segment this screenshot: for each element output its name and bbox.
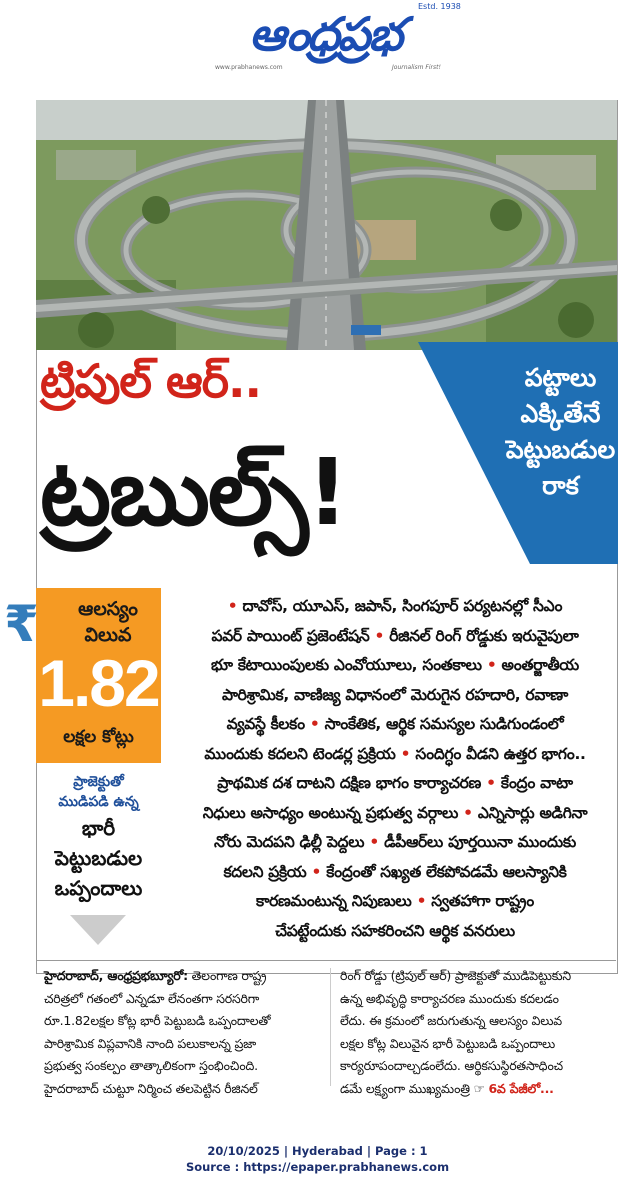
- column-divider: [330, 968, 331, 1086]
- page-footer: [0, 1143, 635, 1175]
- bullet-line: పవర్ పాయింట్ ప్రజెంటేషన్ • రీజినల్ రింగ్ రోడ్డుకు ఇరువైపులా: [211, 626, 579, 645]
- body-line: లేదు. ఈ క్రమంలో జరుగుతున్న ఆలస్యం విలువ: [340, 1013, 562, 1028]
- bullet-line: వ్యవస్థే కీలకం • సాంకేతిక, ఆర్థిక సమస్యల సుడిగుండంలో: [226, 715, 564, 733]
- side-subhead-line: ప్రాజెక్టుతో: [73, 774, 124, 790]
- bullet-line: కారణమంటున్న నిపుణులు • స్వతహాగా రాష్ట్రం: [256, 892, 534, 910]
- footer-source[interactable]: Source : https://epaper.prabhanews.com: [185, 1160, 450, 1174]
- side-banner-line: రాక: [542, 471, 579, 500]
- body-line: రింగ్ రోడ్డు (ట్రిపుల్ ఆర్) ప్రాజెక్టుతో ముడిపెట్టుకుని: [340, 968, 571, 983]
- side-banner-line: ఎక్కితేనే: [520, 399, 601, 428]
- stat-value: 1.82: [38, 646, 159, 720]
- bullet-dot-icon: •: [416, 892, 432, 910]
- body-column-left: [44, 965, 319, 1100]
- body-line: లక్షల కోట్ల విలువైన భారీ పెట్టుబడి ఒప్పందాలు: [340, 1035, 556, 1051]
- rupee-icon: ₹: [4, 595, 39, 653]
- side-subhead-line: ఒప్పందాలు: [54, 876, 143, 900]
- bullet-dot-icon: •: [369, 833, 385, 851]
- body-line: [340, 1078, 615, 1101]
- tagline: Journalism First!: [392, 64, 441, 71]
- body-line: రూ.1.82లక్షల కోట్ల భారీ పెట్టుబడి ఒప్పందాలతో: [44, 1013, 271, 1028]
- body-column-right: [340, 965, 615, 1100]
- estd-label: Estd. 1938: [418, 2, 461, 11]
- side-banner-text: [498, 360, 623, 504]
- side-banner-line: పెట్టుబడుల: [505, 435, 616, 464]
- body-line: హైదరాబాద్ చుట్టూ నిర్మించ తలపెట్టిన రీజినల్: [44, 1080, 258, 1096]
- website-label: www.prabhanews.com: [215, 64, 283, 71]
- bullet-dot-icon: •: [309, 715, 325, 733]
- body-text: డమే లక్ష్యంగా ముఖ్యమంత్రి: [340, 1080, 470, 1096]
- body-text: తెలంగాణ రాష్ట్ర: [191, 968, 267, 983]
- side-subhead-line: ముడిపడి ఉన్న: [58, 794, 139, 810]
- pointing-hand-icon: ☞: [473, 1080, 485, 1096]
- bullet-line: ముందుకు కదలని టెండర్ల ప్రక్రియ • సందిగ్ధం వీడని ఉత్తర భాగం..: [204, 744, 586, 763]
- headline-kicker: ట్రిపుల్ ఆర్..: [40, 354, 261, 408]
- stat-label-top-line: విలువ: [84, 624, 132, 646]
- continued-reference[interactable]: 6వ పేజీలో...: [488, 1080, 554, 1096]
- body-line: ప్రభుత్వ సంకల్పం తాత్కాలికంగా స్తంభించింది.: [44, 1058, 258, 1073]
- bullet-dot-icon: •: [400, 744, 416, 763]
- bullet-dot-icon: •: [463, 803, 478, 822]
- masthead: [0, 0, 635, 90]
- stat-label-bottom: లక్షల కోట్లు: [63, 727, 134, 747]
- side-banner-line: పట్టాలు: [524, 363, 597, 392]
- bullet-line: నోరు మెదపని ఢిల్లీ పెద్దలు • డీపీఆర్‌లు పూర్తయినా ముందుకు: [214, 833, 576, 851]
- bullet-dot-icon: •: [311, 862, 327, 881]
- body-line: చరిత్రలో గతంలో ఎన్నడూ లేనంతగా సరసరిగా: [44, 990, 260, 1006]
- side-subhead: [36, 772, 161, 902]
- dateline: హైదరాబాద్, ఆంధ్రప్రభబ్యూరో:: [44, 968, 188, 983]
- body-line: ఉన్న అభివృద్ధి కార్యాచరణ ముందుకు కదలడం: [340, 990, 559, 1006]
- body-line: [44, 965, 319, 988]
- bullet-dot-icon: •: [374, 626, 390, 645]
- bullet-line: • దావోస్, యూఎస్, జపాన్, సింగపూర్ పర్యటనల్లో సీఎం: [227, 597, 563, 615]
- bullet-line: నిధులు అసాధ్యం అంటున్న ప్రభుత్వ వర్గాలు • ఎన్నిసార్లు అడిగినా: [202, 803, 588, 822]
- hero-photo-highway-interchange: [36, 100, 617, 350]
- bullet-line: ప్రాథమిక దశ దాటని దక్షిణ భాగం కార్యాచరణ • కేంద్రం వాటా: [217, 774, 573, 792]
- bullet-line: చేపట్టేందుకు సహకరించని ఆర్థిక వనరులు: [275, 921, 515, 940]
- stat-label-top: [58, 596, 158, 648]
- bullet-dot-icon: •: [227, 597, 243, 615]
- body-line: పారిశ్రామిక విప్లవానికి నాంది పలుకాలన్న ప్రజా: [44, 1035, 257, 1051]
- body-line: కార్యరూపందాల్చడంలేదు. ఆర్థికసుస్థిరతసాధించ: [340, 1058, 563, 1073]
- side-subhead-line: భారీ: [81, 816, 116, 840]
- section-divider: [36, 960, 616, 961]
- bullet-summary: [180, 592, 610, 946]
- bullet-line: భూ కేటాయింపులకు ఎంవోయూలు, సంతకాలు • అంతర్జాతీయ: [211, 656, 579, 674]
- newspaper-logo: ఆంధ్రప్రభ: [249, 7, 401, 61]
- bullet-line: పారిశ్రామిక, వాణిజ్య విధానంలో మెరుగైన రహదారి, రవాణా: [221, 685, 569, 704]
- bullet-line: కదలని ప్రక్రియ • కేంద్రంతో సఖ్యత లేకపోవడమే ఆలస్యానికి: [223, 862, 567, 881]
- side-subhead-line: పెట్టుబడుల: [54, 846, 143, 870]
- stat-label-top-line: ఆలస్యం: [78, 598, 138, 620]
- headline-main: ట్రబుల్స్!: [40, 439, 347, 546]
- bullet-dot-icon: •: [486, 656, 502, 674]
- bullet-dot-icon: •: [486, 774, 501, 792]
- footer-meta: 20/10/2025 | Hyderabad | Page : 1: [207, 1144, 428, 1158]
